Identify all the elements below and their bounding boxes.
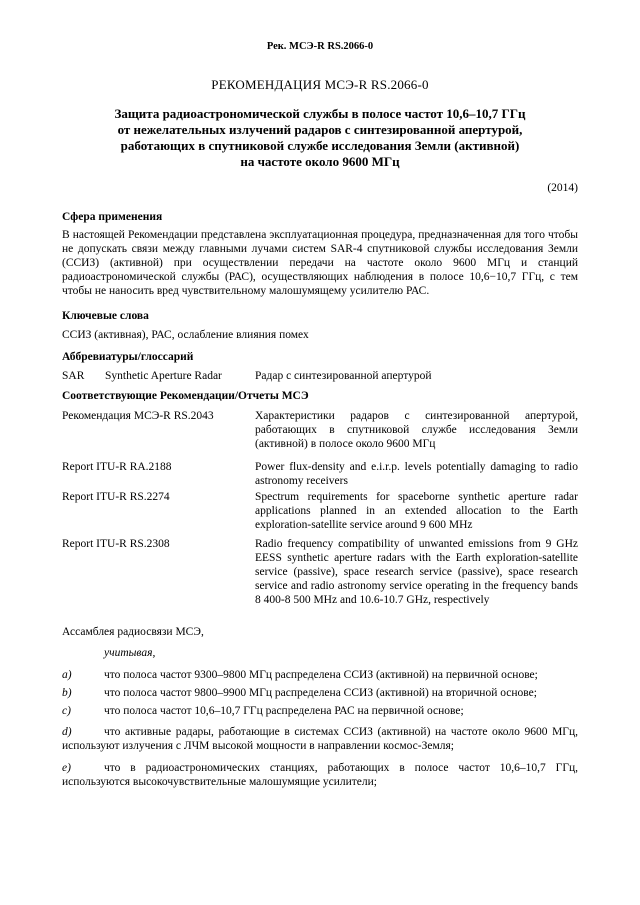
main-title — [90, 106, 550, 170]
related-ref: Report ITU-R RS.2274 — [62, 491, 170, 503]
item-label: a) — [62, 669, 72, 681]
item-text: что в радиоастрономических станциях, работающих в полосе частот 10,6–10,7 ГГц, используются высокочувствительные малошумящие усилители; — [62, 762, 578, 788]
keywords-heading: Ключевые слова — [62, 310, 149, 322]
related-ref: Report ITU-R RS.2308 — [62, 538, 170, 550]
related-ref: Рекомендация МСЭ-R RS.2043 — [62, 410, 214, 422]
main-title-line: на частоте около 9600 МГц — [240, 154, 400, 169]
approval-year: (2014) — [547, 182, 578, 194]
abbreviations-heading: Аббревиатуры/глоссарий — [62, 351, 194, 363]
item-label: e) — [62, 762, 71, 774]
item-text: что активные радары, работающие в системах ССИЗ (активной) на частоте около 9600 МГц, используют излучения с ЛЧМ высокой мощности в направлении космос-Земля; — [62, 726, 578, 752]
item-text: что полоса частот 9800–9900 МГц распределена ССИЗ (активной) на вторичной основе; — [104, 687, 537, 699]
related-desc: Radio frequency compatibility of unwanted emissions from 9 GHz EESS synthetic aperture radars with the Earth exploration-satellite service (passive), space research service (passive), space research service and radio astronomy service operating in the frequency bands 8 400-8 500 MHz and 10.6-10.7 GHz, respectively — [255, 538, 578, 606]
recommendation-title: РЕКОМЕНДАЦИЯ МСЭ-R RS.2066-0 — [211, 77, 429, 92]
abbreviation-english: Synthetic Aperture Radar — [105, 370, 222, 382]
scope-heading: Сфера применения — [62, 211, 163, 223]
considering-line: учитывая, — [104, 647, 156, 659]
main-title-line: работающих в спутниковой службе исследования Земли (активной) — [120, 138, 520, 153]
related-desc: Spectrum requirements for spaceborne synthetic aperture radar applications planned in an extended allocation to the Earth exploration-satellite service around 9 600 MHz — [255, 491, 578, 531]
main-title-line: от нежелательных излучений радаров с синтезированной апертурой, — [117, 122, 523, 137]
item-label: c) — [62, 705, 71, 717]
assembly-line: Ассамблея радиосвязи МСЭ, — [62, 626, 204, 638]
abbreviation-russian: Радар с синтезированной апертурой — [255, 370, 432, 382]
running-header: Рек. МСЭ-R RS.2066-0 — [266, 41, 374, 52]
item-label: d) — [62, 726, 72, 738]
related-desc: Характеристики радаров с синтезированной апертурой, работающих в спутниковой службе исследования Земли (активной) в полосе около 9600 МГц — [255, 410, 578, 450]
related-desc: Power flux-density and e.i.r.p. levels potentially damaging to radio astronomy receivers — [255, 461, 578, 487]
item-label: b) — [62, 687, 72, 699]
scope-text: В настоящей Рекомендации представлена эксплуатационная процедура, предназначенная для того чтобы не допускать связи между главными лучами систем SAR-4 спутниковой службы исследования Земли (ССИЗ) (активной) при осуществлении передачи на частоте около 9600 МГц и станций радиоастрономической службы (РАС), осуществляющих наблюдения в полосе 10,6−10,7 ГГц, с тем чтобы не наносить вред чувствительному малошумящему усилителю РАС. — [62, 229, 578, 297]
keywords-text: ССИЗ (активная), РАС, ослабление влияния помех — [62, 329, 309, 341]
abbreviation-term: SAR — [62, 370, 85, 382]
item-text: что полоса частот 9300–9800 МГц распределена ССИЗ (активной) на первичной основе; — [104, 669, 538, 681]
related-ref: Report ITU-R RA.2188 — [62, 461, 172, 473]
main-title-line: Защита радиоастрономической службы в полосе частот 10,6–10,7 ГГц — [114, 106, 526, 121]
related-heading: Соответствующие Рекомендации/Отчеты МСЭ — [62, 390, 309, 402]
item-text: что полоса частот 10,6–10,7 ГГц распределена РАС на первичной основе; — [104, 705, 464, 717]
